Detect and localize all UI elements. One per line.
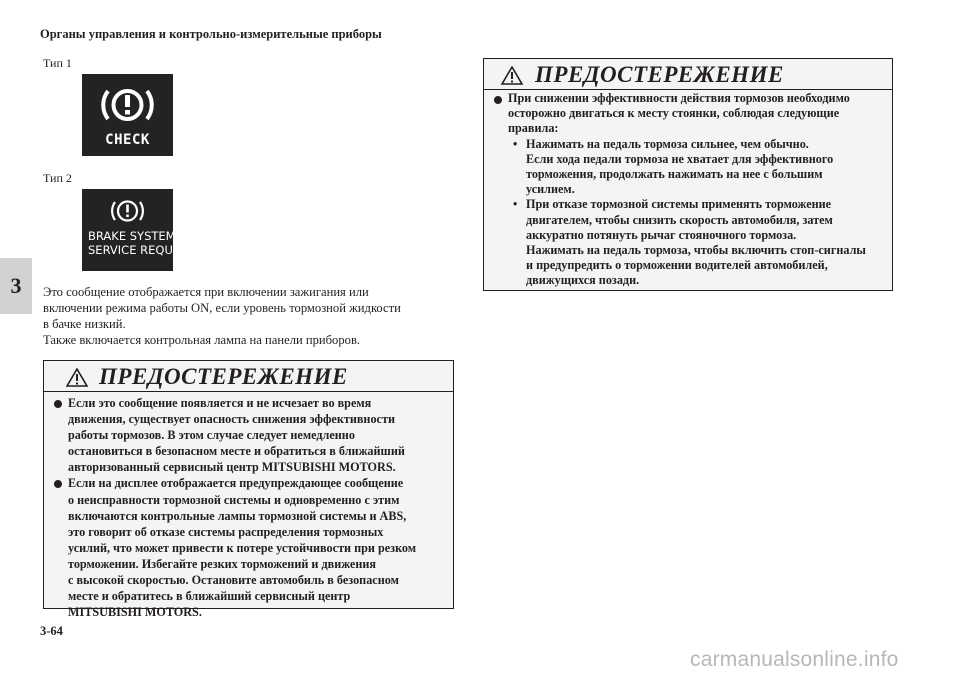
warning-line: включаются контрольные лампы тормозной системы и ABS,: [68, 508, 407, 523]
warning-line: с высокой скоростью. Остановите автомобиль в безопасном: [68, 573, 399, 588]
warning-line: торможении. Избегайте резких торможений и движения: [68, 556, 376, 571]
bullet-icon: [54, 400, 62, 408]
type1-label: Тип 1: [43, 56, 72, 70]
bullet-icon: [494, 96, 502, 104]
bullet-icon: •: [513, 136, 518, 151]
warning-line: месте и обратитесь в ближайший сервисный центр: [68, 589, 351, 604]
warning-line: торможения, продолжать нажимать на нее с большим: [526, 167, 823, 182]
type1-display: [82, 74, 173, 156]
warning-line: двигателем, чтобы снизить скорость автомобиля, затем: [526, 212, 833, 227]
type1-display-text: CHECK: [105, 132, 150, 148]
warning-line: движения, существует опасность снижения эффективности: [68, 412, 395, 427]
body-text-line: Также включается контрольная лампа на панели приборов.: [43, 333, 361, 347]
warning-line: Если это сообщение появляется и не исчезает во время: [68, 396, 372, 410]
warning-line: При отказе тормозной системы применять торможение: [526, 197, 832, 212]
warning-item: [50, 395, 416, 475]
warning-title: ПРЕДОСТЕРЕЖЕНИЕ: [535, 62, 784, 87]
warning-box-right: [483, 58, 893, 291]
chapter-number: 3: [10, 273, 22, 298]
body-text-line: в бачке низкий.: [43, 317, 126, 331]
warning-sub-item: [508, 197, 866, 288]
warning-list: [50, 395, 416, 620]
warning-item: [50, 475, 416, 620]
warning-triangle-icon: [66, 368, 88, 387]
warning-line: Если на дисплее отображается предупреждающее сообщение: [68, 476, 404, 491]
type2-display-line1: BRAKE SYSTEM: [88, 229, 176, 243]
type2-label: Тип 2: [43, 171, 72, 185]
warning-line: осторожно двигаться к месту стоянки, соблюдая следующие: [508, 106, 840, 121]
warning-line: работы тормозов. В этом случае следует немедленно: [68, 428, 355, 443]
warning-header: [44, 361, 453, 392]
warning-title: ПРЕДОСТЕРЕЖЕНИЕ: [99, 364, 348, 389]
warning-line: остановиться в безопасном месте и обратиться в ближайший: [68, 444, 405, 459]
warning-list: [490, 91, 866, 289]
page-number: 3-64: [40, 624, 63, 638]
warning-line: правила:: [508, 121, 559, 136]
warning-line: и предупредить о торможении водителей автомобилей,: [526, 258, 828, 273]
warning-line: аккуратно потянуть рычаг стояночного тормоза.: [526, 227, 797, 242]
warning-line: MITSUBISHI MOTORS.: [68, 605, 202, 620]
bullet-icon: [54, 480, 62, 488]
warning-line: Нажимать на педаль тормоза сильнее, чем обычно.: [526, 136, 809, 151]
watermark[interactable]: carmanualsonline.info: [690, 648, 899, 671]
chapter-tab: [0, 258, 32, 314]
type2-display: [82, 189, 201, 271]
warning-line: движущихся позади.: [526, 273, 640, 288]
body-text-line: включении режима работы ON, если уровень тормозной жидкости: [43, 301, 401, 315]
bullet-icon: •: [513, 197, 518, 212]
warning-line: о неисправности тормозной системы и одновременно с этим: [68, 492, 400, 507]
warning-line: Если хода педали тормоза не хватает для эффективного: [526, 151, 834, 166]
warning-line: Нажимать на педаль тормоза, чтобы включить стоп-сигналы: [526, 243, 866, 258]
warning-sub-item: [508, 137, 866, 198]
warning-box-left: [43, 360, 454, 620]
warning-line: авторизованный сервисный центр MITSUBISHI MOTORS.: [68, 460, 396, 475]
warning-line: усилием.: [526, 182, 575, 197]
body-text-line: Это сообщение отображается при включении зажигания или: [43, 285, 369, 299]
warning-triangle-icon: [501, 66, 523, 85]
body-text: [43, 284, 453, 348]
warning-line: это говорит об отказе системы распределения тормозных: [68, 524, 384, 539]
warning-item: [490, 91, 866, 289]
page-header-title: Органы управления и контрольно-измерительные приборы: [40, 27, 382, 41]
warning-header: [484, 59, 892, 90]
warning-line: усилий, что может привести к потере устойчивости при резком: [68, 540, 417, 555]
type2-display-line2: SERVICE REQUIRED: [88, 243, 201, 257]
warning-line: При снижении эффективности действия тормозов необходимо: [508, 91, 850, 105]
